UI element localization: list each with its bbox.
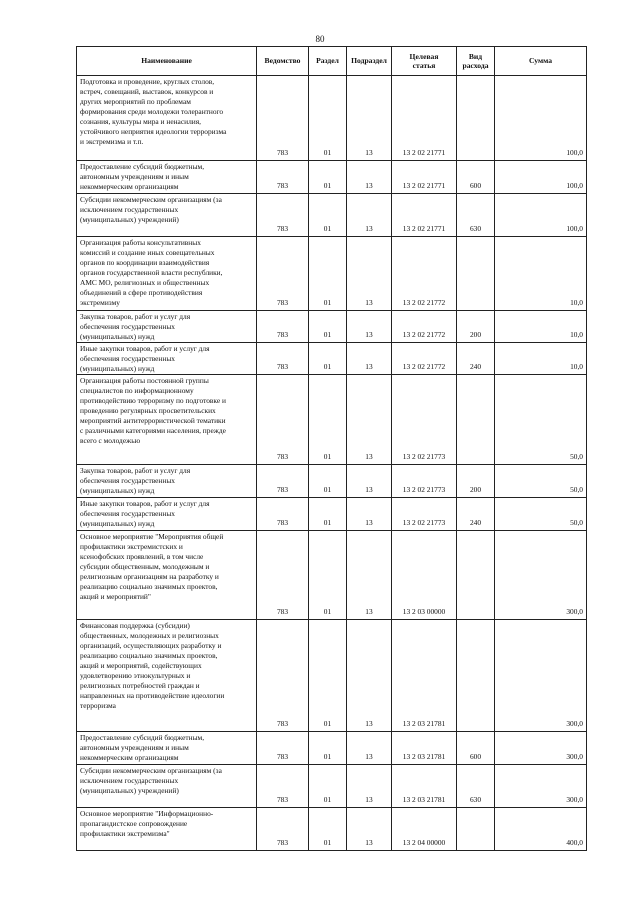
row-ministry: 783 — [257, 76, 309, 161]
row-target: 13 2 02 21773 — [392, 374, 457, 464]
row-expense-type — [457, 237, 495, 311]
row-name: Организация работы консультативных комиссий и создание иных совещательных органов по координации взаимодействия органов государственной власти республики, АМС МО, религиозных и общественных объединений в сфере противодействия экстремизму — [77, 237, 257, 311]
header-expense-type: Вид расхода — [457, 47, 495, 76]
table-row — [77, 194, 587, 237]
header-subsection: Подраздел — [347, 47, 392, 76]
row-section: 01 — [309, 237, 347, 311]
row-amount: 100,0 — [495, 194, 587, 237]
row-amount: 100,0 — [495, 161, 587, 194]
row-section: 01 — [309, 464, 347, 497]
row-ministry: 783 — [257, 764, 309, 807]
row-ministry: 783 — [257, 374, 309, 464]
row-expense-type: 630 — [457, 764, 495, 807]
row-ministry: 783 — [257, 194, 309, 237]
table-row — [77, 311, 587, 343]
header-section: Раздел — [309, 47, 347, 76]
row-target: 13 2 02 21773 — [392, 464, 457, 497]
row-name: Организация работы постоянной группы специалистов по информационному противодействию терроризму по подготовке и проведению регулярных просветительских мероприятий антитеррористической тематики с различными категориями населения, прежде всего с молодежью — [77, 374, 257, 464]
row-ministry: 783 — [257, 237, 309, 311]
table-row — [77, 342, 587, 374]
row-subsection: 13 — [347, 76, 392, 161]
table-row — [77, 76, 587, 161]
row-subsection: 13 — [347, 311, 392, 343]
row-target: 13 2 02 21771 — [392, 76, 457, 161]
row-expense-type: 600 — [457, 161, 495, 194]
row-target: 13 2 02 21772 — [392, 311, 457, 343]
row-section: 01 — [309, 76, 347, 161]
row-amount: 300,0 — [495, 530, 587, 619]
row-expense-type: 600 — [457, 731, 495, 764]
row-expense-type — [457, 374, 495, 464]
header-name: Наименование — [77, 47, 257, 76]
row-name: Подготовка и проведение, круглых столов, встреч, совещаний, выставок, конкурсов и других мероприятий по проблемам формирования среди молодежи толерантного сознания, культуры мира и ненасилия, устойчивого неприятия идеологии терроризма и экстремизма и т.п. — [77, 76, 257, 161]
row-expense-type: 240 — [457, 342, 495, 374]
table-row — [77, 731, 587, 764]
header-target: Целевая статья — [392, 47, 457, 76]
row-name: Субсидии некоммерческим организациям (за исключением государственных (муниципальных) учреждений) — [77, 194, 257, 237]
header-amount: Сумма — [495, 47, 587, 76]
row-section: 01 — [309, 807, 347, 850]
row-subsection: 13 — [347, 342, 392, 374]
row-section: 01 — [309, 731, 347, 764]
row-subsection: 13 — [347, 731, 392, 764]
row-amount: 300,0 — [495, 731, 587, 764]
row-ministry: 783 — [257, 342, 309, 374]
row-expense-type — [457, 530, 495, 619]
row-ministry: 783 — [257, 807, 309, 850]
row-ministry: 783 — [257, 619, 309, 731]
row-expense-type: 630 — [457, 194, 495, 237]
row-target: 13 2 02 21772 — [392, 237, 457, 311]
row-subsection: 13 — [347, 237, 392, 311]
row-subsection: 13 — [347, 619, 392, 731]
row-section: 01 — [309, 764, 347, 807]
row-target: 13 2 03 21781 — [392, 731, 457, 764]
table-row — [77, 619, 587, 731]
row-target: 13 2 02 21773 — [392, 497, 457, 530]
row-expense-type — [457, 76, 495, 161]
table-row — [77, 530, 587, 619]
header-ministry: Ведомство — [257, 47, 309, 76]
row-target: 13 2 03 00000 — [392, 530, 457, 619]
row-amount: 100,0 — [495, 76, 587, 161]
row-section: 01 — [309, 619, 347, 731]
row-name: Основное мероприятие "Информационно- пропагандистское сопровождение профилактики экстремизма" — [77, 807, 257, 850]
row-name: Субсидии некоммерческим организациям (за исключением государственных (муниципальных) учреждений) — [77, 764, 257, 807]
row-expense-type: 240 — [457, 497, 495, 530]
row-amount: 300,0 — [495, 619, 587, 731]
row-target: 13 2 02 21771 — [392, 194, 457, 237]
table-header-row — [77, 47, 587, 76]
row-section: 01 — [309, 311, 347, 343]
row-section: 01 — [309, 374, 347, 464]
row-subsection: 13 — [347, 194, 392, 237]
row-target: 13 2 02 21772 — [392, 342, 457, 374]
row-subsection: 13 — [347, 161, 392, 194]
row-target: 13 2 04 00000 — [392, 807, 457, 850]
row-name: Предоставление субсидий бюджетным, автономным учреждениям и иным некоммерческим организациям — [77, 161, 257, 194]
table-row — [77, 497, 587, 530]
row-amount: 10,0 — [495, 311, 587, 343]
row-amount: 300,0 — [495, 764, 587, 807]
row-ministry: 783 — [257, 161, 309, 194]
row-ministry: 783 — [257, 311, 309, 343]
row-subsection: 13 — [347, 764, 392, 807]
table-row — [77, 807, 587, 850]
table-row — [77, 161, 587, 194]
row-ministry: 783 — [257, 497, 309, 530]
row-amount: 50,0 — [495, 374, 587, 464]
row-amount: 10,0 — [495, 342, 587, 374]
page-number: 80 — [315, 34, 325, 44]
row-subsection: 13 — [347, 464, 392, 497]
table-row — [77, 464, 587, 497]
row-name: Иные закупки товаров, работ и услуг для обеспечения государственных (муниципальных) нужд — [77, 497, 257, 530]
row-subsection: 13 — [347, 807, 392, 850]
table-row — [77, 764, 587, 807]
row-target: 13 2 03 21781 — [392, 619, 457, 731]
row-section: 01 — [309, 161, 347, 194]
row-subsection: 13 — [347, 530, 392, 619]
row-expense-type — [457, 807, 495, 850]
row-subsection: 13 — [347, 497, 392, 530]
row-amount: 400,0 — [495, 807, 587, 850]
row-ministry: 783 — [257, 530, 309, 619]
row-expense-type — [457, 619, 495, 731]
row-target: 13 2 02 21771 — [392, 161, 457, 194]
budget-table — [76, 46, 587, 851]
row-name: Основное мероприятие "Мероприятия общей профилактики экстремистских и ксенофобских проявлений, в том числе субсидии общественным, молодежным и религиозным организациям на разработку и реализацию социально значимых проектов, акций и мероприятий" — [77, 530, 257, 619]
row-name: Предоставление субсидий бюджетным, автономным учреждениям и иным некоммерческим организациям — [77, 731, 257, 764]
row-section: 01 — [309, 342, 347, 374]
row-amount: 10,0 — [495, 237, 587, 311]
row-name: Финансовая поддержка (субсидии) общественных, молодежных и религиозных организаций, осуществляющих разработку и реализацию социально значимых проектов, акций и мероприятий, содействующих удовлетворению этнокультурных и религиозных потребностей граждан и направленных на противодействие идеологии терроризма — [77, 619, 257, 731]
row-section: 01 — [309, 530, 347, 619]
row-target: 13 2 03 21781 — [392, 764, 457, 807]
table-row — [77, 374, 587, 464]
row-name: Иные закупки товаров, работ и услуг для обеспечения государственных (муниципальных) нужд — [77, 342, 257, 374]
row-section: 01 — [309, 497, 347, 530]
row-amount: 50,0 — [495, 464, 587, 497]
row-expense-type: 200 — [457, 464, 495, 497]
row-name: Закупка товаров, работ и услуг для обеспечения государственных (муниципальных) нужд — [77, 311, 257, 343]
row-name: Закупка товаров, работ и услуг для обеспечения государственных (муниципальных) нужд — [77, 464, 257, 497]
row-section: 01 — [309, 194, 347, 237]
row-ministry: 783 — [257, 731, 309, 764]
table-row — [77, 237, 587, 311]
row-ministry: 783 — [257, 464, 309, 497]
row-amount: 50,0 — [495, 497, 587, 530]
row-expense-type: 200 — [457, 311, 495, 343]
row-subsection: 13 — [347, 374, 392, 464]
